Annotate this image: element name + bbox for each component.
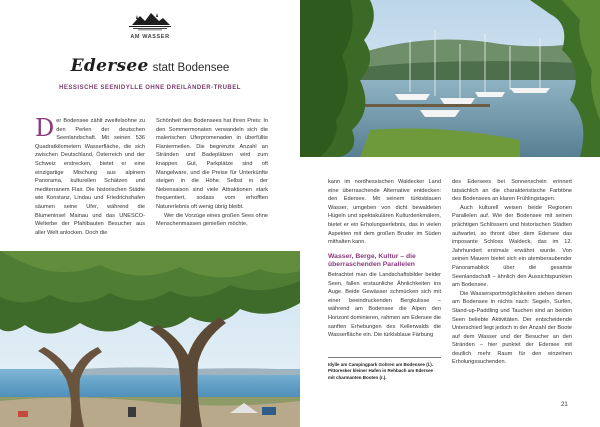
- paragraph-intro: er Bodensee zählt zweifelsohne zu den Perlen der deutschen Seenlandschaft. Mit seinen 536 Quadratkilometern Wasserfläche, die sich zwischen Deutschland, Österreich und der Schweiz erstrecken, bietet er eine einzigartige Mischung aus alpinem Panorama, kulturellen Schätzen und mediterranem Flair. Die historischen Städte wie Konstanz, Lindau und Friedrichshafen säumen seine Ufer, während die Blumeninsel Mainau und das UNESCO-Welterbe der Pfahlbauten Besucher aus aller Welt anlocken. Doch die: [35, 118, 145, 236]
- right-page: [300, 0, 600, 427]
- text-column-2: [156, 117, 268, 229]
- paragraph: Schönheit des Bodensees hat ihren Preis: In den Sommermonaten verwandeln sich die malerischen Uferpromenaden in überfüllte Flaniermeilen. Die begrenzte Anzahl an Stränden und Badeplätzen wird zum knappen Gut, Parkplätze sind oft Mangelware, und die Preise für Unterkünfte steigen in die Höhe. Selbst in der Nebensaison sind viele Attraktionen stark frequentiert, sodass vom erhofften Naturerlebnis oft wenig übrig bleibt.: [156, 118, 268, 210]
- photo-bodensee-campground: [0, 251, 300, 427]
- text-column-3: [328, 178, 441, 340]
- page-title: [0, 56, 300, 76]
- paragraph: kann im nordhessischen Waldecker Land eine überraschende Alternative entdecken: den Edersee. Mit seinem türkisblauen Wasser, umgeben von dicht bewaldeten Hügeln und spektakulären Kulturdenkmälern, bietet er ein Erholungserlebnis, das in vielen Aspekten mit dem großen Bruder im Süden mithalten kann.: [328, 179, 441, 246]
- paragraph: Betrachtet man die Landschaftsbilder beider Seen, fallen erstaunliche Ähnlichkeiten ins Auge. Beide Gewässer schmücken sich mit einer beeindruckenden Bergkulisse – während am Bodensee die Alpen den Horizont dominieren, rahmen am Edersee die sanften Erhebungen des Kellerwalds die Wasserfläche ein. Die türkisblaue Färbung: [328, 271, 441, 339]
- text-column-4: [452, 178, 572, 367]
- photo-edersee-harbor: [300, 0, 600, 157]
- subheading: Wasser, Berge, Kultur – die überraschenden Parallelen: [328, 252, 416, 269]
- text-column-1: [35, 114, 145, 237]
- paragraph: Die Wassersportmöglichkeiten stehen denen am Bodensee in nichts nach: Segeln, Surfen, Stand-up-Paddling und Tauchen sind an beiden Seen beliebte Aktivitäten. Der entscheidende Unterschied liegt jedoch in der Anzahl der Boote auf dem Wasser und der Besucher an den Stränden – hier punktet der Edersee mit deutlich mehr Raum für den einzelnen Erholungssuchenden.: [452, 290, 572, 366]
- subtitle: HESSISCHE SEENIDYLLE OHNE DREILÄNDER-TRUBEL: [59, 85, 241, 91]
- caption-divider: [328, 357, 441, 358]
- dropcap: D: [35, 114, 55, 142]
- section-label: AM WASSER: [130, 34, 170, 40]
- page-number: 21: [561, 402, 568, 408]
- title-rest: statt Bodensee: [152, 62, 230, 74]
- paragraph: Auch kulturell weisen beide Regionen Parallelen auf. Wie der Bodensee mit seinen prächtigen Schlössern und historischen Städten aufwartet, so thront über dem Edersee das imposante Schloss Waldeck, das im 12. Jahrhundert erstmals erwähnt wurde. Von seinen Mauern bietet sich ein atemberaubender Panoramablick über die gesamte Seenlandschaft – ähnlich den Aussichtspunkten am Bodensee.: [452, 204, 572, 289]
- paragraph: des Edersees bei Sonnenschein erinnert tatsächlich an die charakteristische Farbtöne des Bodensees an klaren Frühlingstagen.: [452, 179, 572, 203]
- paragraph: Wer die Vorzüge eines großen Sees ohne Menschenmassen genießen möchte,: [156, 212, 268, 228]
- lake-mountain-logo-icon: [126, 7, 174, 31]
- photo-caption: Idylle am Campingpark Gohren am Bodensee (l.). Pittoresker kleiner Hafen in Rehbach am Edersee mit charmanten Booten (r.).: [328, 362, 434, 380]
- title-script: Edersee: [70, 56, 149, 76]
